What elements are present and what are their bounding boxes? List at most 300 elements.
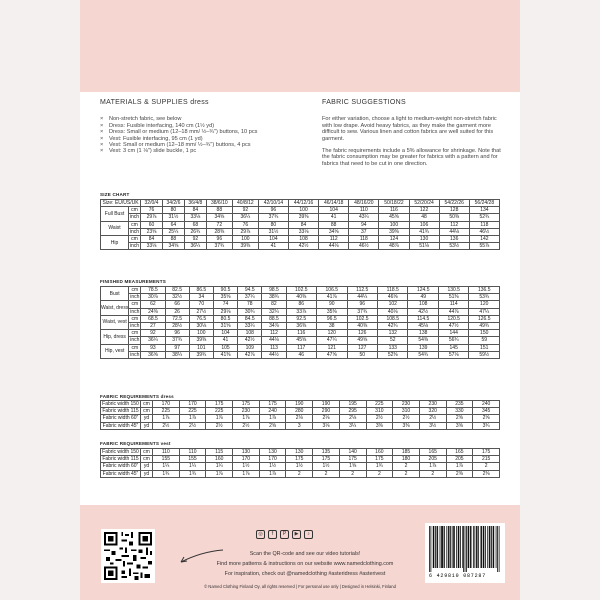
pinterest-icon[interactable]: P [280,530,289,539]
value-cell: 101 [189,344,213,351]
value-cell: 2⅝ [259,422,286,429]
barcode-bar [456,526,457,568]
value-cell: 44⅞ [438,308,468,315]
value-cell: 60 [141,221,163,228]
value-cell: 130.5 [438,287,468,294]
value-cell: 39¾ [189,351,213,358]
value-cell: 136.5 [469,287,500,294]
size-header-cell: 54/22/26 [439,200,469,207]
size-header-cell: 52/20/24 [409,200,439,207]
size-header-cell: 46/14/18 [319,200,349,207]
value-cell: 33⅛ [141,243,163,250]
unit-cell: yd [141,470,153,477]
value-cell: 1¾ [179,470,206,477]
copyright-text: © Named Clothing Finland Oy, all rights reserved | For personal use only | Designed in Helsinki, Finland [204,584,396,589]
materials-heading: MATERIALS & SUPPLIES dress [100,99,209,106]
barcode-bar [441,526,442,568]
value-cell: 30⅞ [141,294,165,301]
unit-cell: cm [129,315,141,322]
value-cell: 88 [206,207,232,214]
value-cell: 64 [162,221,184,228]
value-cell: 2½ [366,415,393,422]
value-cell: 49⅝ [347,337,377,344]
barcode-bar [434,526,435,568]
barcode-bar [466,526,467,572]
qr-code[interactable] [101,529,155,583]
fabric-paragraph: For either variation, choose a light to medium-weight non-stretch fabric with low drape. Avoid heavy fabrics, as they make the garment more difficult to sew. Various linen and cotton fabrics are well suited for this garment. [322,116,497,142]
value-cell: 82.5 [165,287,189,294]
value-cell: 135 [313,449,340,456]
value-cell: 33⅛ [184,214,206,221]
barcode-bar [499,526,500,572]
value-cell: 44⅛ [262,337,286,344]
value-cell: 150 [469,330,500,337]
unit-cell: inch [129,214,140,221]
value-cell: 124.5 [408,287,438,294]
website-text: Find more patterns & instructions on our website www.namedclothing.com [216,561,394,567]
barcode-bar [481,526,482,568]
table-row [101,235,500,242]
value-cell: 47⅝ [317,351,347,358]
size-header-row [101,200,500,207]
value-cell: 31⅝ [213,322,237,329]
value-cell: 100 [232,235,258,242]
size-header-cell: 38/6/10 [206,200,232,207]
barcode-bar [474,526,475,568]
barcode-number: 6 429810 087287 [429,573,487,579]
table-row [101,243,500,250]
value-cell: 117 [286,344,316,351]
value-cell: 109 [238,344,262,351]
value-cell: 37¼ [238,294,262,301]
value-cell: 70 [189,301,213,308]
table-row [101,470,500,477]
table-row [101,287,500,294]
fabric-vest-title: FABRIC REQUIREMENTS vest [100,441,171,446]
value-cell: 92 [232,207,258,214]
value-cell: 1⅞ [153,415,180,422]
value-cell: 56¾ [438,337,468,344]
value-cell: 93 [141,344,165,351]
value-cell: 112.5 [347,287,377,294]
value-cell: 26¾ [184,228,206,235]
barcode-bar [487,526,488,568]
value-cell: 3¼ [339,422,366,429]
value-cell: 1⅞ [179,415,206,422]
value-cell: 175 [233,401,260,408]
table-row [101,344,500,351]
value-cell: 46⅝ [378,294,408,301]
value-cell: 96 [347,301,377,308]
value-cell: 2⅛ [339,415,366,422]
value-cell: 49 [408,294,438,301]
value-cell: 3⅜ [393,422,420,429]
value-cell: 1⅞ [446,463,473,470]
value-cell: 37¾ [165,337,189,344]
value-cell: 80 [162,207,184,214]
value-cell: 36⅝ [141,351,165,358]
barcode-bar [481,526,482,568]
youtube-icon[interactable]: ▶ [292,530,301,539]
value-cell: 53½ [439,243,469,250]
value-cell: 42¾ [378,322,408,329]
value-cell: 41⅜ [213,351,237,358]
value-cell: 92.5 [286,315,316,322]
barcode-bar [476,526,477,568]
table-row [101,207,500,214]
value-cell: 27½ [189,308,213,315]
barcode-bar [473,526,474,568]
value-cell: 27 [141,322,165,329]
value-cell: 24⅜ [141,308,165,315]
size-header-cell: 56/24/28 [469,200,499,207]
value-cell: 114.5 [408,315,438,322]
value-cell: 144 [438,330,468,337]
value-cell: 1¾ [153,470,180,477]
value-cell: 126 [347,330,377,337]
value-cell: 105 [213,344,237,351]
value-cell: 41¾ [409,228,439,235]
materials-item: × Vest: Fusible interfacing, 95 cm (1 yd) [100,136,300,142]
value-cell: 45⅛ [408,322,438,329]
unit-cell: cm [141,449,153,456]
row-label: Bust [101,287,129,301]
unit-cell: cm [129,344,141,351]
table-row [101,228,500,235]
value-cell: 31½ [162,214,184,221]
value-cell: 34⅝ [206,214,232,221]
value-cell: 41 [258,243,288,250]
row-label: Waist, dress [101,301,129,315]
value-cell: 104 [258,235,288,242]
row-label: Fabric width 150 [102,449,139,456]
value-cell: 108 [238,330,262,337]
unit-cell: inch [130,323,140,330]
value-cell: 51⅛ [409,243,439,250]
value-cell: 23⅝ [141,228,163,235]
value-cell: 155 [153,456,180,463]
value-cell: 170 [259,456,286,463]
value-cell: 134 [469,207,499,214]
value-cell: 41⅞ [317,294,347,301]
instagram-icon[interactable]: ◎ [256,530,265,539]
size-label: Size: EU/US/UK [102,200,139,207]
value-cell: 175 [286,456,313,463]
value-cell: 205 [446,456,473,463]
value-cell: 2 [473,463,500,470]
value-cell: 30⅛ [189,322,213,329]
value-cell: 76 [232,221,258,228]
unit-cell: cm [141,456,153,463]
value-cell: 28½ [165,322,189,329]
barcode-bar [478,526,479,568]
value-cell: 118.5 [378,287,408,294]
value-cell: 26 [165,308,189,315]
unit-cell: cm [129,301,141,308]
size-header-cell: 50/18/22 [379,200,409,207]
fabric-paragraph: The fabric requirements include a 5% allowance for shrinkage. Note that the fabric consumption may be greater for fabrics with a pattern and for fabrics that need to be cut in one direction. [322,148,501,167]
value-cell: 1¼ [179,463,206,470]
value-cell: 33⅛ [289,228,319,235]
table-row [101,401,500,408]
facebook-icon[interactable]: f [268,530,277,539]
barcode-bar [489,526,490,568]
row-label: Fabric width 115 [102,408,139,415]
value-cell: 94 [349,221,379,228]
value-cell: 68 [184,221,206,228]
barcode [425,523,505,583]
value-cell: 185 [393,449,420,456]
unit-cell: inch [130,351,140,358]
table-row [101,463,500,470]
fabric-dress-title: FABRIC REQUIREMENTS dress [100,394,174,399]
row-label: Hip [101,235,129,249]
value-cell: 170 [179,401,206,408]
value-cell: 106.5 [317,287,347,294]
value-cell: 140 [339,449,366,456]
value-cell: 1⅞ [206,470,233,477]
value-cell: 2½ [153,422,180,429]
value-cell: 3⅝ [446,422,473,429]
value-cell: 47¼ [469,308,500,315]
value-cell: 195 [339,401,366,408]
barcode-bar [448,526,449,568]
unit-cell: cm [129,235,141,242]
value-cell: 36¼ [184,243,206,250]
value-cell: 230 [393,401,420,408]
value-cell: 3⅛ [313,422,340,429]
value-cell: 66 [165,301,189,308]
value-cell: 54¾ [408,351,438,358]
value-cell: 2 [366,470,393,477]
value-cell: 34⅞ [262,322,286,329]
table-row [101,330,500,337]
value-cell: 100 [289,207,319,214]
value-cell: 54⅜ [408,337,438,344]
value-cell: 2 [286,470,313,477]
value-cell: 39⅜ [232,243,258,250]
value-cell: 295 [339,408,366,415]
value-cell: 116 [379,207,409,214]
unit-cell: cm [129,221,141,228]
materials-item: × Dress: Fusible interfacing, 140 cm (1½ yd) [100,123,300,129]
value-cell: 72.5 [165,315,189,322]
value-cell: 44⅛ [439,228,469,235]
row-label: Fabric width 45" [101,422,141,429]
barcode-bar [493,526,494,568]
top-band [80,0,520,92]
value-cell: 1⅞ [419,463,446,470]
value-cell: 108 [408,301,438,308]
value-cell: 108.5 [378,315,408,322]
unit-cell: yd [141,415,153,422]
value-cell: 175 [366,456,393,463]
value-cell: 2⅜ [446,470,473,477]
value-cell: 44¼ [347,294,377,301]
materials-item: × Vest: 3 cm (1 ⅛") slide buckle, 1 pc [100,148,300,154]
value-cell: 1½ [259,463,286,470]
barcode-bar [443,526,444,568]
value-cell: 78.5 [141,287,165,294]
value-cell: 48 [409,214,439,221]
value-cell: 122 [409,207,439,214]
value-cell: 40⅜ [347,322,377,329]
value-cell: 170 [233,456,260,463]
value-cell: 78 [238,301,262,308]
value-cell: 33¼ [238,322,262,329]
qr-caption: Scan the QR-code and see our video tutorials! [249,551,361,557]
barcode-bar [450,526,451,568]
barcode-bar [460,526,461,568]
value-cell: 28⅜ [206,228,232,235]
value-cell: 38 [317,322,347,329]
value-cell: 112 [439,221,469,228]
value-cell: 44½ [262,351,286,358]
value-cell: 88 [162,235,184,242]
value-cell: 57⅛ [438,351,468,358]
barcode-bar [452,526,453,568]
materials-item: × Non-stretch fabric, see below [100,116,300,122]
unit-cell: inch [130,337,140,344]
value-cell: 86.5 [189,287,213,294]
unit-cell: cm [129,330,141,337]
value-cell: 104 [319,207,349,214]
value-cell: 132 [378,330,408,337]
value-cell: 46½ [349,243,379,250]
table-row [101,415,500,422]
value-cell: 32¼ [262,308,286,315]
value-cell: 160 [206,456,233,463]
value-cell: 320 [419,408,446,415]
value-cell: 34⅝ [319,228,349,235]
value-cell: 1⅞ [233,470,260,477]
tiktok-icon[interactable]: ♪ [304,530,313,539]
value-cell: 128 [439,207,469,214]
value-cell: 165 [446,449,473,456]
value-cell: 120.5 [438,315,468,322]
value-cell: 86 [286,301,316,308]
table-row [101,408,500,415]
value-cell: 142 [469,235,499,242]
value-cell: 133 [378,344,408,351]
value-cell: 38¾ [262,294,286,301]
value-cell: 96.5 [317,315,347,322]
row-label: Full Bust [101,207,129,221]
value-cell: 175 [313,456,340,463]
value-cell: 96 [206,235,232,242]
value-cell: 155 [179,456,206,463]
value-cell: 2½ [179,422,206,429]
value-cell: 35⅝ [213,294,237,301]
value-cell: 138 [408,330,438,337]
value-cell: 2⅝ [473,415,500,422]
value-cell: 37 [349,228,379,235]
value-cell: 240 [259,408,286,415]
barcode-bar [437,526,438,568]
value-cell: 1⅞ [233,415,260,422]
materials-item: × Dress: Small or medium (12–18 mm/ ½–¾") buttons, 10 pcs [100,129,300,135]
value-cell: 310 [393,408,420,415]
fabric-heading: FABRIC SUGGESTIONS [322,99,406,106]
value-cell: 52 [378,337,408,344]
table-row [101,351,500,358]
barcode-bar [465,526,466,572]
value-cell: 130 [259,449,286,456]
value-cell: 74 [213,301,237,308]
value-cell: 1⅞ [206,415,233,422]
social-icons [256,530,313,539]
value-cell: 110 [153,449,180,456]
value-cell: 94.5 [238,287,262,294]
value-cell: 112 [319,235,349,242]
unit-cell: inch [130,294,140,301]
value-cell: 205 [419,456,446,463]
value-cell: 180 [393,456,420,463]
barcode-bar [431,526,432,572]
value-cell: 2½ [393,415,420,422]
value-cell: 72 [206,221,232,228]
barcode-bar [435,526,436,568]
row-label: Hip, vest [101,344,129,358]
value-cell: 1¼ [153,463,180,470]
value-cell: 36¼ [141,337,165,344]
value-cell: 104 [213,330,237,337]
value-cell: 1½ [313,463,340,470]
value-cell: 124 [379,235,409,242]
value-cell: 39⅜ [289,214,319,221]
barcode-bar [483,526,484,568]
barcode-bar [442,526,443,568]
value-cell: 136 [439,235,469,242]
value-cell: 36¼ [232,214,258,221]
size-header-cell: 40/8/12 [232,200,258,207]
table-row [101,294,500,301]
value-cell: 225 [153,408,180,415]
value-cell: 40⅛ [378,308,408,315]
table-row [101,308,500,315]
value-cell: 46 [286,351,316,358]
barcode-bar [496,526,497,568]
value-cell: 50⅜ [439,214,469,221]
value-cell: 118 [469,221,499,228]
table-row [101,214,500,221]
fabric-dress-table [100,400,500,430]
value-cell: 80 [258,221,288,228]
row-label: Fabric width 60" [101,463,141,470]
inspiration-text: For inspiration, check out @namedclothing #asteridress #asterivest [224,571,386,577]
barcode-bar [440,526,441,568]
value-cell: 34 [189,294,213,301]
value-cell: 90 [317,301,347,308]
barcode-bar [458,526,459,568]
value-cell: 96 [165,330,189,337]
value-cell: 98.5 [262,287,286,294]
value-cell: 48⅞ [379,243,409,250]
value-cell: 76 [141,207,163,214]
value-cell: 52¾ [469,214,499,221]
value-cell: 1⅞ [259,470,286,477]
value-cell: 51⅜ [438,294,468,301]
row-label: Fabric width 150 [102,401,139,408]
value-cell: 96 [258,207,288,214]
value-cell: 121 [317,344,347,351]
value-cell: 290 [313,408,340,415]
value-cell: 102.5 [286,287,316,294]
value-cell: 59½ [469,351,500,358]
barcode-bar [477,526,478,568]
value-cell: 2⅛ [313,415,340,422]
barcode-bar [459,526,460,568]
